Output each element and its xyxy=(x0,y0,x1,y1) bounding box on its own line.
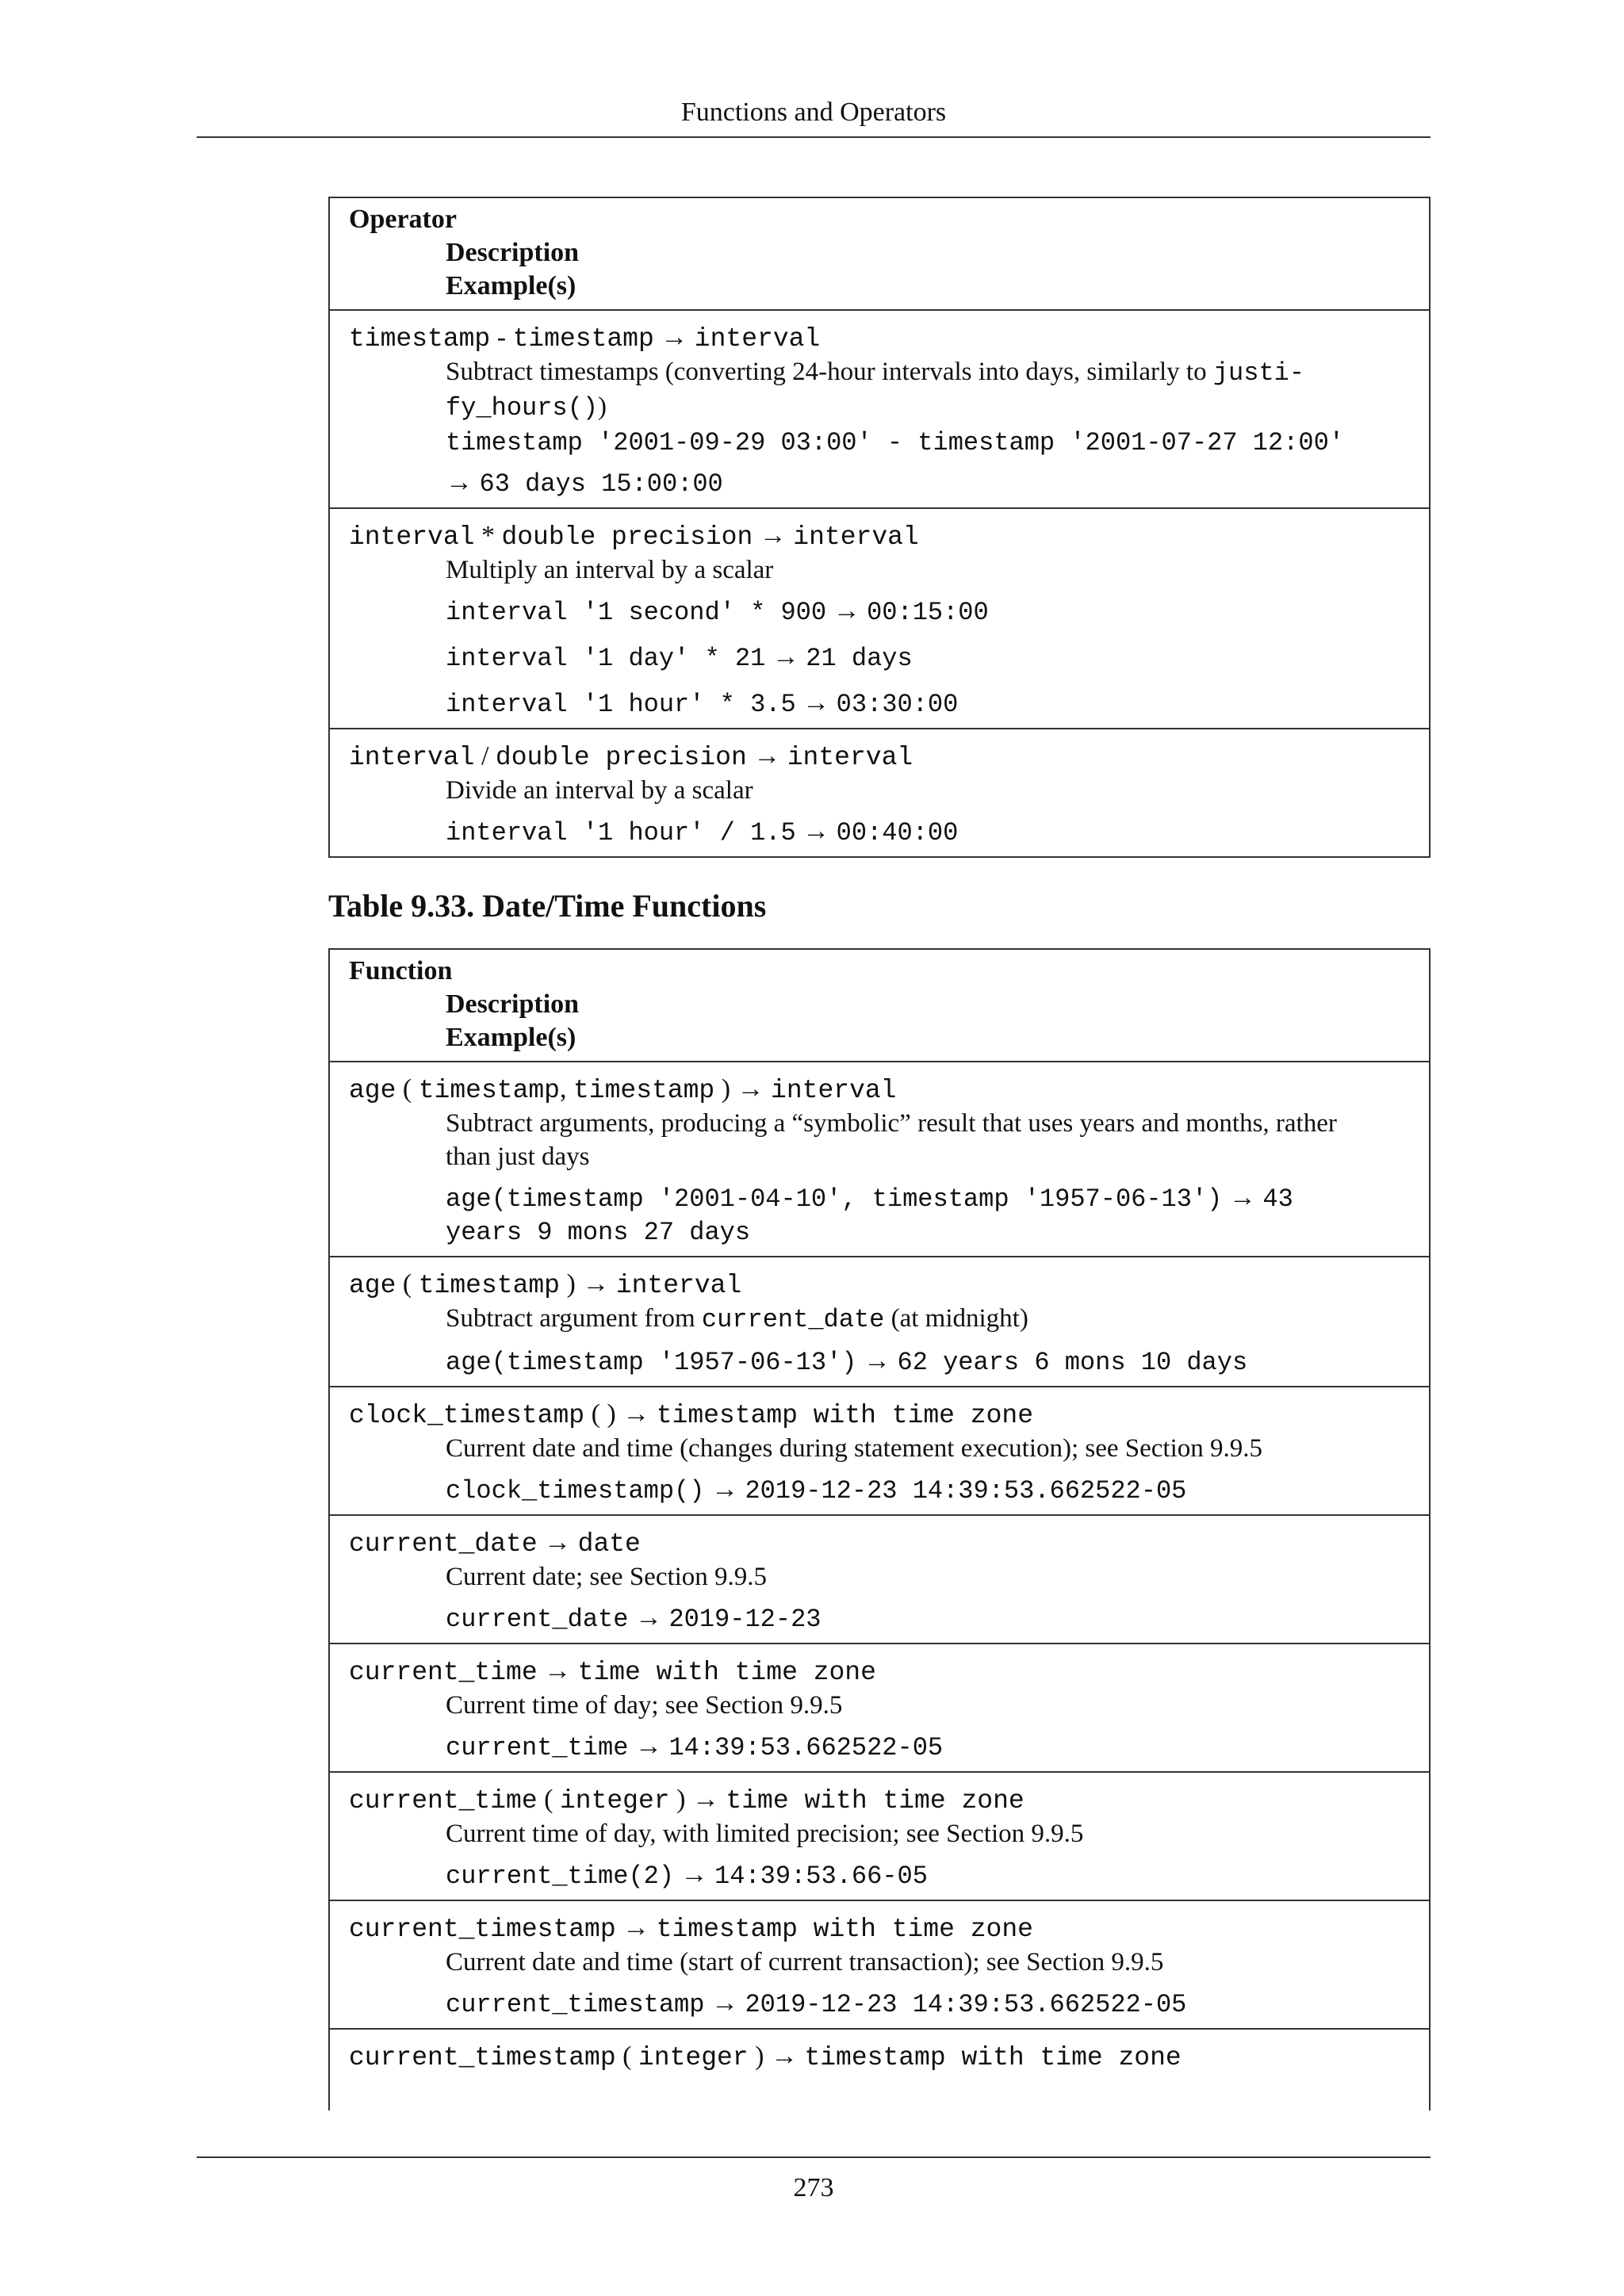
table-row xyxy=(330,1062,1429,1257)
table-row xyxy=(330,509,1429,729)
function-example: current_timestamp → 2019-12-23 14:39:53.662522-05 xyxy=(446,1988,1187,2019)
operator-example: timestamp '2001-09-29 03:00' - timestamp '2001-07-27 12:00' xyxy=(446,428,1344,457)
table-caption: Table 9.33. Date/Time Functions xyxy=(328,888,767,924)
operator-description: Divide an interval by a scalar xyxy=(446,776,753,805)
operator-example: interval '1 second' * 900 → 00:15:00 xyxy=(446,596,989,627)
operator-example-result: → 63 days 15:00:00 xyxy=(446,468,723,499)
operator-description: Subtract timestamps (converting 24-hour intervals into days, similarly to justi- fy_hours()) xyxy=(446,358,1305,423)
header-examples: Example(s) xyxy=(446,1023,576,1052)
function-signature: current_timestamp → timestamp with time zone xyxy=(349,1913,1033,1944)
function-description: Current time of day, with limited precision; see Section 9.9.5 xyxy=(446,1820,1084,1848)
table-row xyxy=(330,1901,1429,2030)
page-number: 273 xyxy=(793,2173,834,2202)
table-row xyxy=(330,1387,1429,1516)
function-signature: current_date → date xyxy=(349,1528,641,1559)
function-signature: age ( timestamp, timestamp ) → interval xyxy=(349,1074,897,1105)
function-signature: current_time ( integer ) → time with time zone xyxy=(349,1785,1025,1816)
header-rule xyxy=(197,136,1431,138)
header-description: Description xyxy=(446,989,580,1019)
function-signature: current_time → time with time zone xyxy=(349,1656,876,1687)
operator-signature: interval * double precision → interval xyxy=(349,521,919,552)
function-description: Subtract argument from current_date (at midnight) xyxy=(446,1304,1028,1334)
table-row xyxy=(330,2030,1429,2080)
function-example: current_time(2) → 14:39:53.66-05 xyxy=(446,1860,928,1891)
operator-signature: timestamp - timestamp → interval xyxy=(349,323,821,354)
function-example: clock_timestamp() → 2019-12-23 14:39:53.662522-05 xyxy=(446,1475,1187,1506)
header-operator: Operator xyxy=(349,205,457,234)
function-description: Current date and time (changes during statement execution); see Section 9.9.5 xyxy=(446,1434,1263,1463)
function-example: age(timestamp '2001-04-10', timestamp '1957-06-13') → 43 years 9 mons 27 days xyxy=(446,1183,1293,1247)
header-description: Description xyxy=(446,238,580,267)
table-row xyxy=(330,311,1429,509)
function-description: Current time of day; see Section 9.9.5 xyxy=(446,1691,843,1720)
function-example: current_date → 2019-12-23 xyxy=(446,1603,822,1634)
table-row xyxy=(330,1773,1429,1901)
operator-example: interval '1 hour' * 3.5 → 03:30:00 xyxy=(446,688,959,719)
table-row xyxy=(330,729,1429,856)
function-description: Subtract arguments, producing a “symbolic” result that uses years and months, rather than just days xyxy=(446,1109,1337,1171)
function-signature: current_timestamp ( integer ) → timestamp with time zone xyxy=(349,2042,1182,2072)
running-header: Functions and Operators xyxy=(680,98,947,127)
function-description: Current date and time (start of current transaction); see Section 9.9.5 xyxy=(446,1948,1164,1976)
table-header xyxy=(330,198,1429,311)
header-examples: Example(s) xyxy=(446,271,576,300)
function-example: current_time → 14:39:53.662522-05 xyxy=(446,1732,944,1762)
function-signature: age ( timestamp ) → interval xyxy=(349,1269,742,1300)
function-table xyxy=(328,948,1431,2110)
table-row xyxy=(330,1644,1429,1773)
operator-example: interval '1 day' * 21 → 21 days xyxy=(446,642,913,673)
function-example: age(timestamp '1957-06-13') → 62 years 6 mons 10 days xyxy=(446,1346,1248,1377)
table-header xyxy=(330,950,1429,1062)
operator-signature: interval / double precision → interval xyxy=(349,741,914,772)
operator-example: interval '1 hour' / 1.5 → 00:40:00 xyxy=(446,817,959,848)
operator-table xyxy=(328,197,1431,858)
function-signature: clock_timestamp ( ) → timestamp with time zone xyxy=(349,1399,1033,1430)
function-description: Current date; see Section 9.9.5 xyxy=(446,1563,768,1591)
table-row xyxy=(330,1257,1429,1387)
header-function: Function xyxy=(349,956,453,985)
operator-description: Multiply an interval by a scalar xyxy=(446,556,774,584)
footer-rule xyxy=(197,2156,1431,2158)
table-row xyxy=(330,1516,1429,1644)
